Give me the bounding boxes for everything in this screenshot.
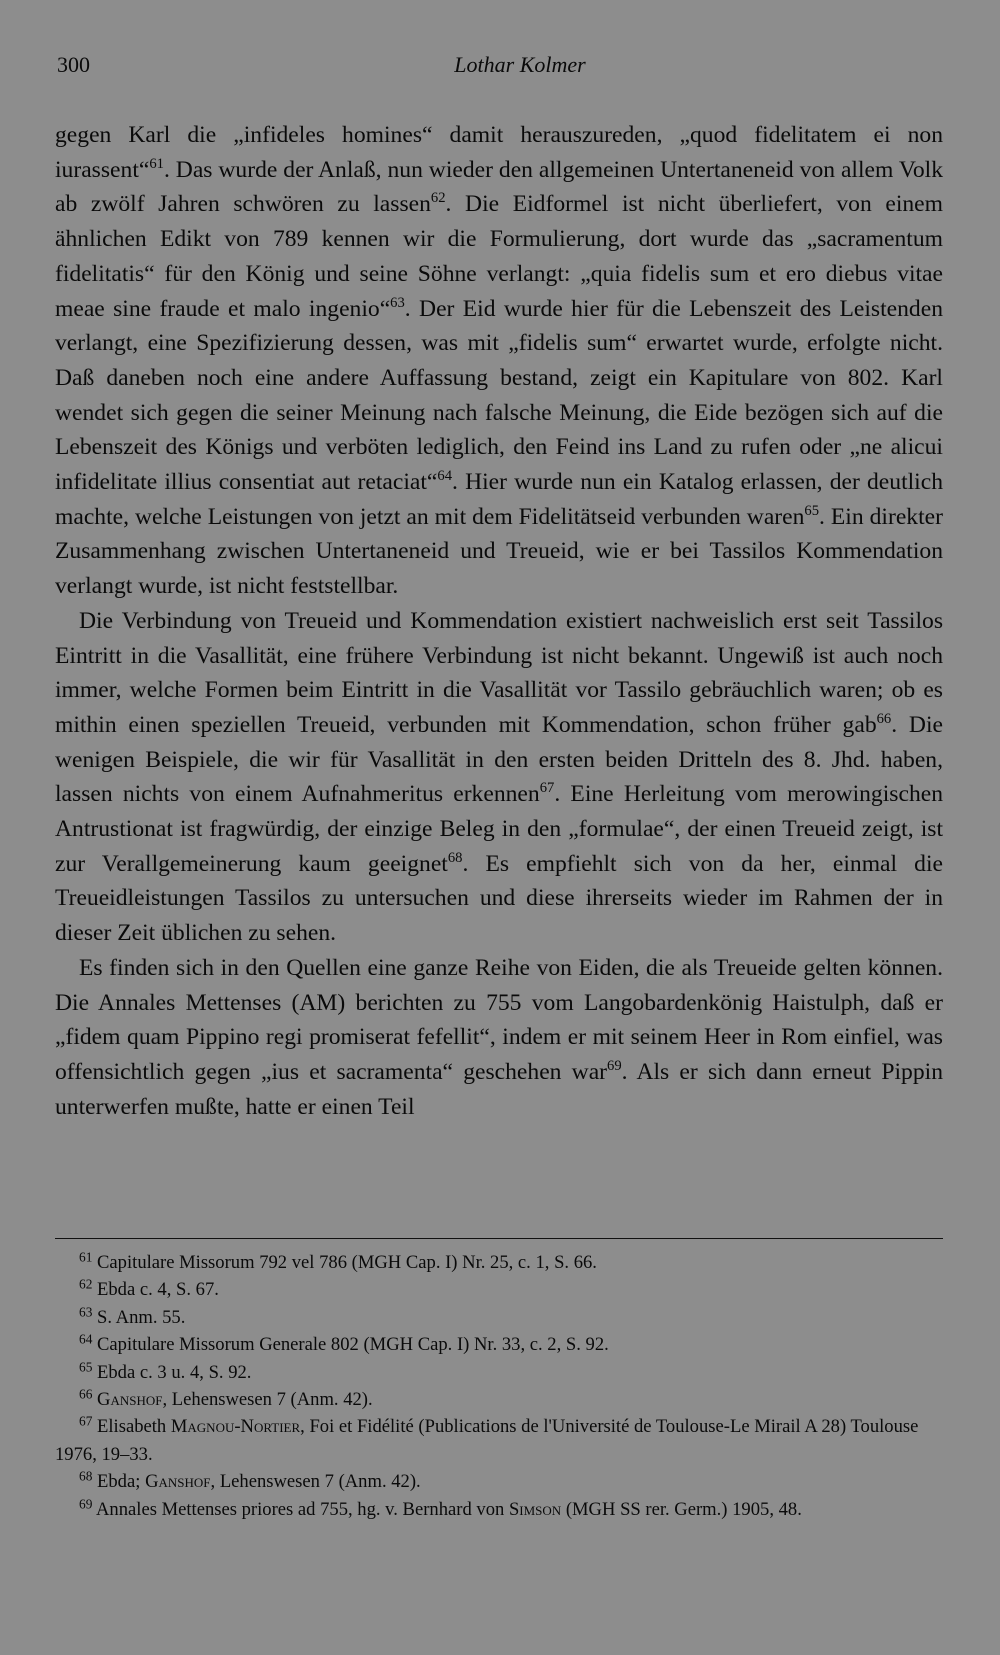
footnote-ref-63: 63 xyxy=(390,294,405,311)
text-run: . Eine Herleitung vom merowingischen Antrustionat ist fragwürdig, der einzige Beleg in den „formulae“, der einen Treueid zeigt, ist zur Verallgemeinerung kaum geeignet xyxy=(55,781,944,877)
text-run: . Als er sich dann erneut Pippin unterwerfen mußte, hatte er einen Teil xyxy=(55,1058,943,1120)
footnote-number: 66 xyxy=(79,1386,93,1402)
footnote-number: 67 xyxy=(79,1413,93,1429)
text-run: . Ein direkter Zusammenhang zwischen Untertaneneid und Treueid, wie er bei Tassilos Kommendation verlangt wurde, ist nicht feststellbar. xyxy=(55,503,943,600)
footnote-text: Ebda; xyxy=(97,1471,146,1493)
footnote-text: , Lehenswesen 7 (Anm. 42). xyxy=(162,1389,373,1411)
text-run: Es finden sich in den Quellen eine ganze Reihe von Eiden, die als Treueide gelten können. Die Annales Mettenses (AM) berichten zu 755 vom Langobardenkönig Haistulph, daß er „fidem quam Pippino regi promiserat fefellit“, indem er mit seinem Heer in Rom einfiel, was offensichtlich gegen „ius et sacramenta“ geschehen war xyxy=(55,954,943,1085)
author-name: Ganshof xyxy=(97,1389,163,1411)
text-run: . Hier wurde nun ein Katalog erlassen, der deutlich machte, welche Leistungen von jetzt an mit dem Fidelitätseid verbunden waren xyxy=(55,469,943,530)
text-run: Die Verbindung von Treueid und Kommendation existiert nachweislich erst seit Tassilos Eintritt in die Vasallität, eine frühere Verbindung ist nicht bekannt. Ungewiß ist auch noch immer, welche Formen beim Eintritt in die Vasallität vor Tassilo gebräuchlich waren; ob es mithin einen speziellen Treueid, verbunden mit Kommendation, schon früher gab xyxy=(55,607,943,738)
footnote-ref-65: 65 xyxy=(804,502,820,519)
author-name: Simson xyxy=(508,1498,562,1520)
footnote-text: S. Anm. 55. xyxy=(97,1306,186,1328)
footnote-text: , Foi et Fidélité (Publications de l'Université de Toulouse-Le Mirail A 28) Toulouse 1976, 19–33. xyxy=(55,1416,919,1465)
footnote-number: 65 xyxy=(79,1358,93,1374)
footnote-63 xyxy=(55,1304,943,1331)
running-head: Lothar Kolmer xyxy=(454,52,586,77)
author-name: Magnou-Nortier xyxy=(170,1416,301,1438)
footnote-ref-67: 67 xyxy=(539,780,555,797)
footnote-61 xyxy=(55,1249,943,1276)
footnote-ref-69: 69 xyxy=(607,1057,622,1074)
text-run: . Es empfiehlt sich von da her, einmal die Treueidleistungen Tassilos zu untersuchen und diese ihrerseits wieder im Rahmen der in dieser Zeit üblichen zu sehen. xyxy=(55,850,943,947)
footnote-64 xyxy=(55,1331,943,1358)
footnote-66 xyxy=(55,1386,943,1413)
paragraph-3 xyxy=(55,951,943,1125)
footnote-69 xyxy=(55,1496,943,1523)
footnote-text: Capitulare Missorum Generale 802 (MGH Cap. I) Nr. 33, c. 2, S. 92. xyxy=(97,1334,609,1356)
footnote-67 xyxy=(55,1413,943,1468)
footnote-text: Ebda c. 4, S. 67. xyxy=(97,1279,219,1301)
text-run: gegen Karl die „infideles homines“ damit herauszureden, „quod fidelitatem ei non iurassent“ xyxy=(55,122,943,183)
paragraph-2 xyxy=(55,604,943,951)
footnote-divider xyxy=(55,1238,943,1239)
footnote-ref-66: 66 xyxy=(876,710,892,727)
footnote-text: , Lehenswesen 7 (Anm. 42). xyxy=(210,1471,421,1493)
footnotes xyxy=(55,1249,943,1523)
footnote-number: 64 xyxy=(79,1331,93,1347)
footnote-number: 61 xyxy=(79,1249,93,1265)
text-run: . Das wurde der Anlaß, nun wieder den allgemeinen Untertaneneid von allem Volk ab zwölf Jahren schwören zu lassen xyxy=(55,156,943,218)
footnote-68 xyxy=(55,1468,943,1495)
footnote-ref-61: 61 xyxy=(149,155,164,172)
footnote-text: Ebda c. 3 u. 4, S. 92. xyxy=(97,1361,252,1383)
footnote-text: Annales Mettenses priores ad 755, hg. v. Bernhard von xyxy=(96,1498,509,1520)
footnote-number: 63 xyxy=(79,1304,93,1320)
footnote-number: 62 xyxy=(79,1276,93,1292)
footnote-ref-64: 64 xyxy=(437,467,453,484)
footnote-65 xyxy=(55,1359,943,1386)
footnote-text: Elisabeth xyxy=(97,1416,171,1438)
page-number: 300 xyxy=(57,52,90,77)
footnote-62 xyxy=(55,1276,943,1303)
footnote-text: (MGH SS rer. Germ.) 1905, 48. xyxy=(561,1498,802,1520)
footnote-number: 69 xyxy=(79,1495,93,1511)
text-run: . Die Eidformel ist nicht überliefert, von einem ähnlichen Edikt von 789 kennen wir die Formulierung, dort wurde das „sacramentum fidelitatis“ für den König und seine Söhne verlangt: „quia fidelis sum et ero diebus vitae meae sine fraude et malo ingenio“ xyxy=(55,191,943,322)
text-run: . Die wenigen Beispiele, die wir für Vasallität in den ersten beiden Dritteln des 8. Jhd. haben, lassen nichts von einem Aufnahmeritus erkennen xyxy=(55,711,943,808)
footnote-text: Capitulare Missorum 792 vel 786 (MGH Cap. I) Nr. 25, c. 1, S. 66. xyxy=(97,1252,597,1273)
footnote-ref-62: 62 xyxy=(430,190,446,207)
body-text xyxy=(55,118,943,1124)
footnote-number: 68 xyxy=(79,1468,93,1484)
text-run: . Der Eid wurde hier für die Lebenszeit des Leistenden verlangt, eine Spezifizierung dessen, was mit „fidelis sum“ erwartet wurde, erfolgte nicht. Daß daneben noch eine andere Auffassung bestand, zeigt ein Kapitulare von 802. Karl wendet sich gegen die seiner Meinung nach falsche Meinung, die Eide bezögen sich auf die Lebenszeit des Königs und verböten lediglich, den Feind ins Land zu rufen oder „ne alicui infidelitate illius consentiat aut retaciat“ xyxy=(55,295,943,496)
author-name: Ganshof xyxy=(145,1471,211,1493)
paragraph-1 xyxy=(55,118,943,604)
footnote-ref-68: 68 xyxy=(447,849,463,866)
